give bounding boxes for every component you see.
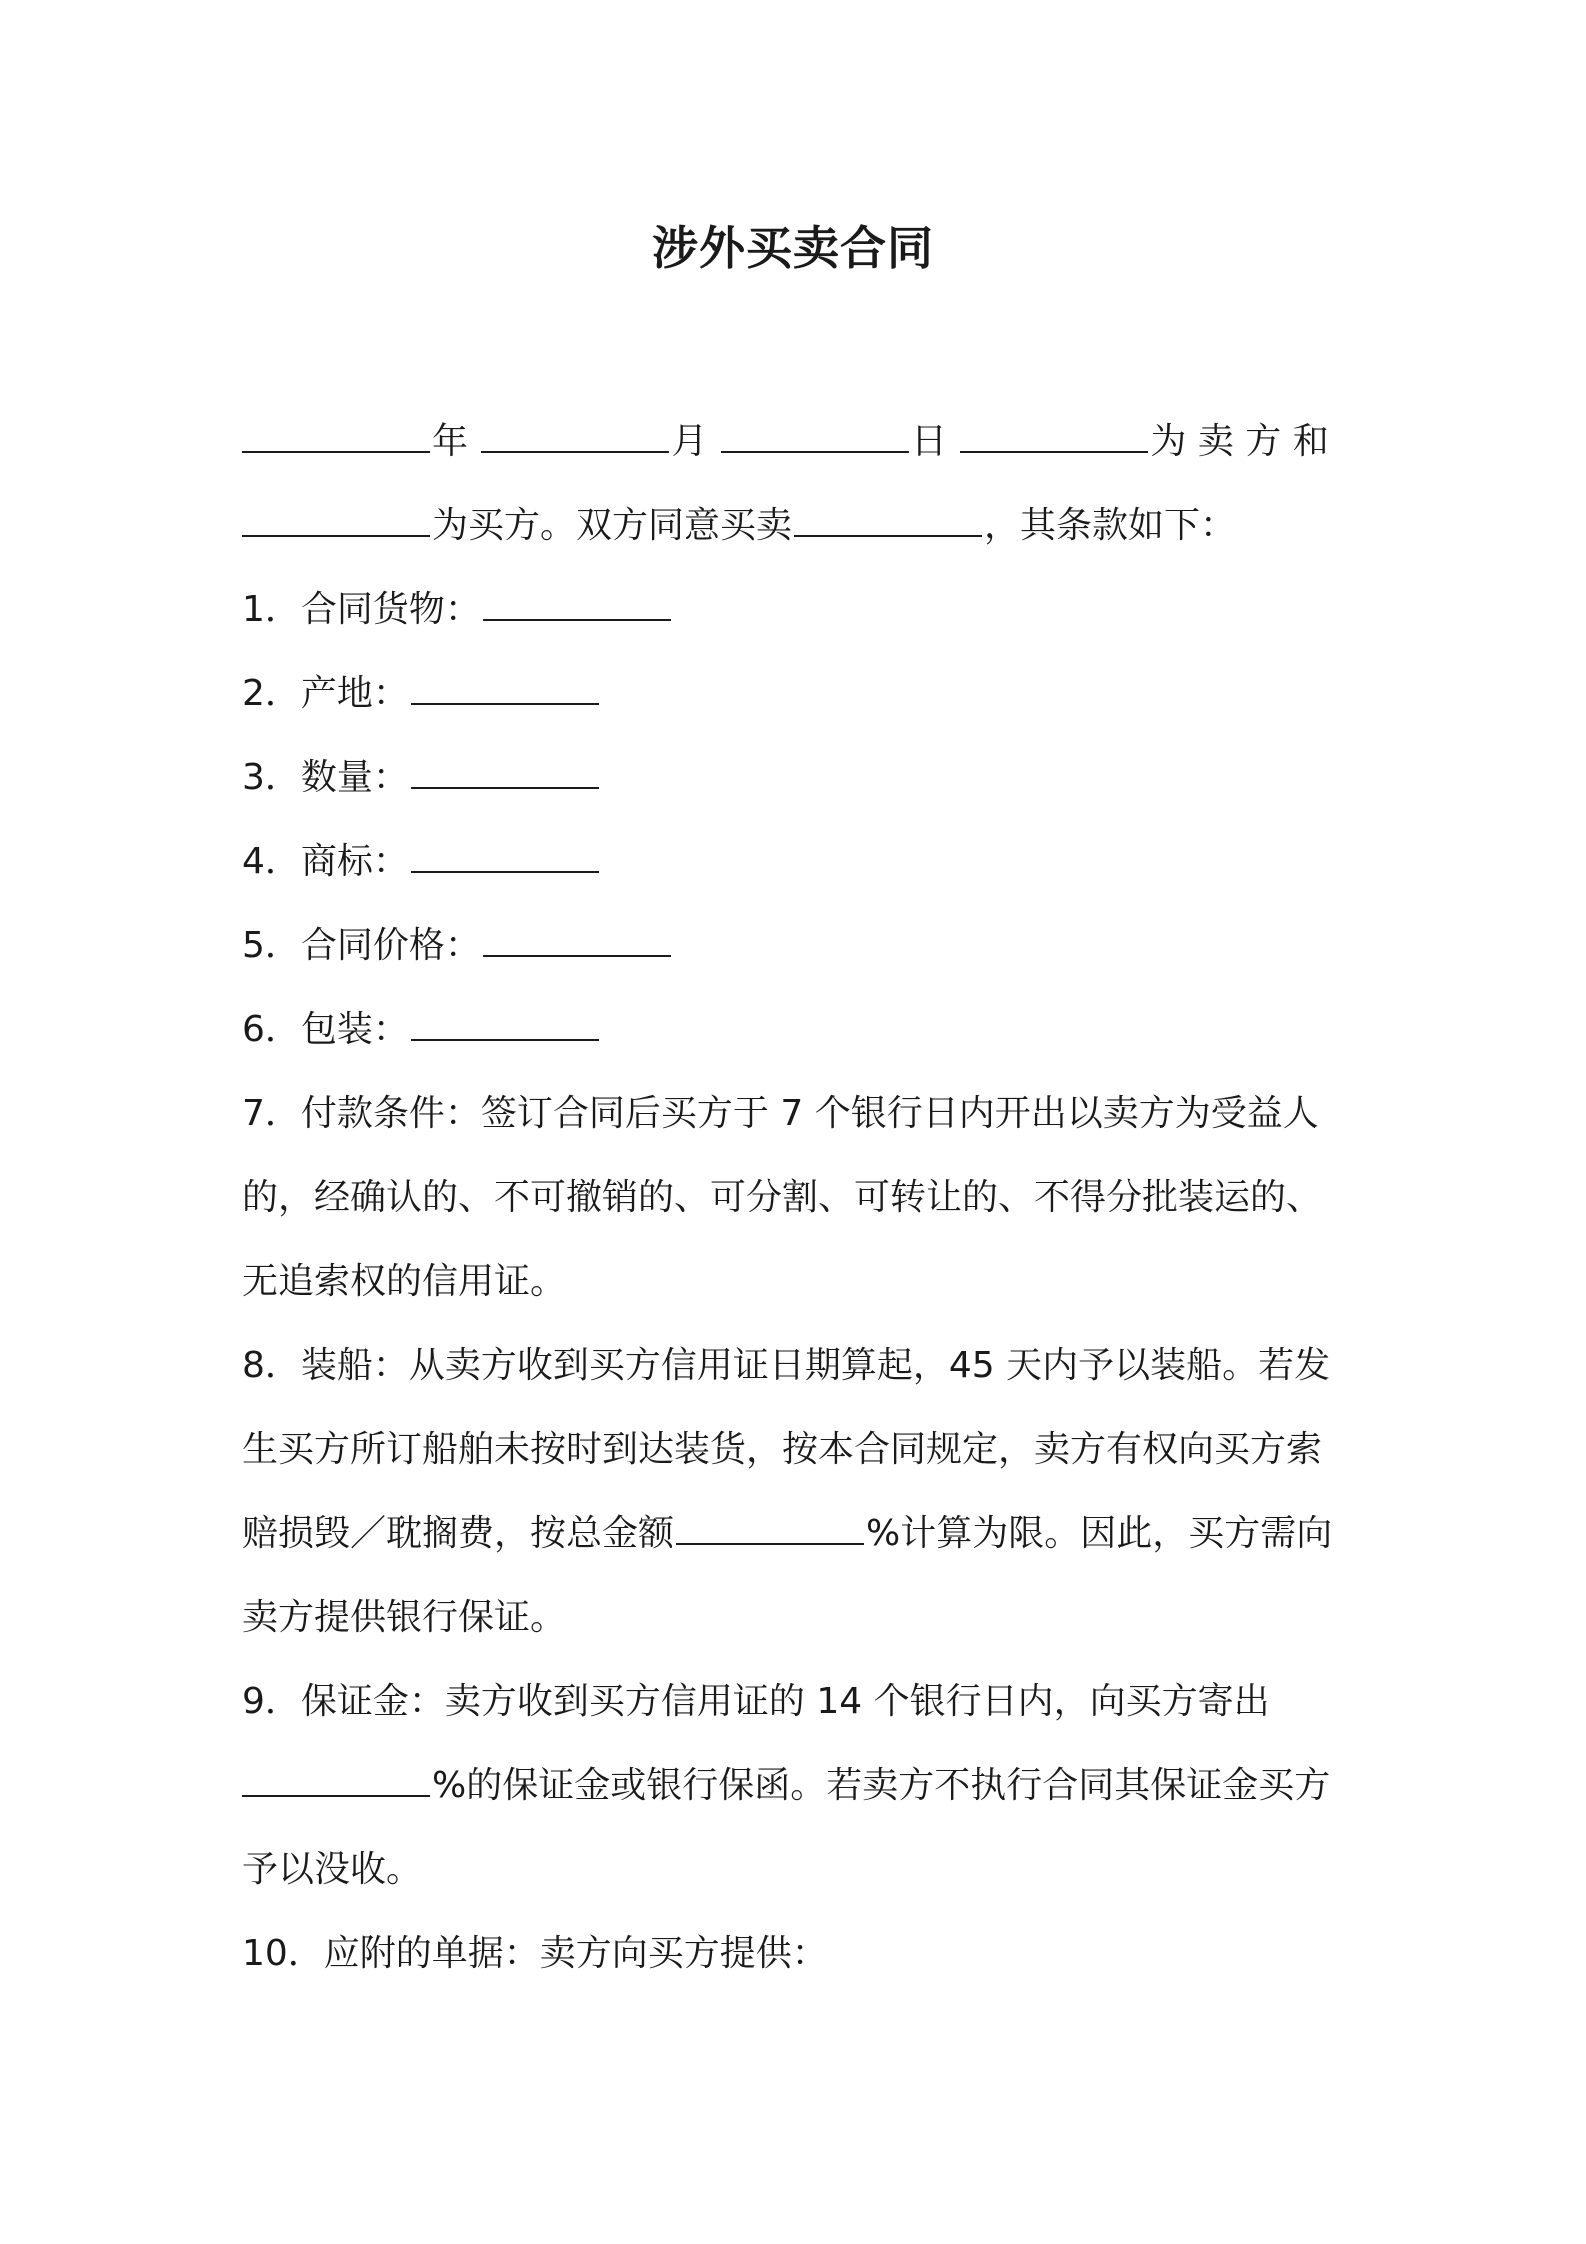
- clause-5-blank[interactable]: [483, 917, 671, 957]
- clause-5-label: 5．合同价格：: [242, 925, 481, 966]
- year-label: 年: [432, 421, 469, 462]
- clause-6-blank[interactable]: [411, 1001, 599, 1041]
- buyer-blank[interactable]: [242, 497, 430, 537]
- clause-3: [242, 736, 1352, 820]
- clause-6: [242, 988, 1352, 1072]
- clause-5: [242, 904, 1352, 988]
- contract-body: [242, 400, 1352, 1996]
- goods-blank[interactable]: [794, 497, 982, 537]
- day-blank[interactable]: [721, 413, 909, 453]
- clause-2: [242, 652, 1352, 736]
- clause-8-line-4: 卖方提供银行保证。: [242, 1597, 567, 1638]
- seller-label: 为 卖 方 和: [1150, 421, 1329, 462]
- clause-8-line-2: 生买方所订船舶未按时到达装货，按本合同规定，卖方有权向买方索: [242, 1429, 1323, 1470]
- clause-9-line-2-text: %的保证金或银行保函。若卖方不执行合同其保证金买方: [432, 1765, 1331, 1806]
- clause-2-blank[interactable]: [411, 665, 599, 705]
- clause-9-line-2: [242, 1744, 1352, 1828]
- clause-8-line-3: [242, 1492, 1352, 1576]
- day-label: 日: [910, 421, 947, 462]
- month-blank[interactable]: [481, 413, 669, 453]
- intro-tail: ，其条款如下：: [984, 505, 1237, 546]
- clause-10: 10．应附的单据：卖方向买方提供：: [242, 1933, 828, 1974]
- clause-9-line-1: 9．保证金：卖方收到买方信用证的 14 个银行日内，向买方寄出: [242, 1681, 1270, 1722]
- clause-2-label: 2．产地：: [242, 673, 409, 714]
- clause-4-label: 4．商标：: [242, 841, 409, 882]
- clause-8-line-3a: 赔损毁／耽搁费，按总金额: [242, 1513, 675, 1554]
- clause-8-line-3b: %计算为限。因此，买方需向: [866, 1513, 1333, 1554]
- intro-line-2: [242, 484, 1352, 568]
- clause-1-label: 1．合同货物：: [242, 589, 481, 630]
- year-blank[interactable]: [242, 413, 430, 453]
- clause-8-line-1: 8．装船：从卖方收到买方信用证日期算起，45 天内予以装船。若发: [242, 1345, 1331, 1386]
- clause-4-blank[interactable]: [411, 833, 599, 873]
- clause-9-percent-blank[interactable]: [242, 1757, 430, 1797]
- buyer-label: 为买方。双方同意买卖: [432, 505, 793, 546]
- month-label: 月: [671, 421, 708, 462]
- clause-9-line-3: 予以没收。: [242, 1849, 423, 1890]
- clause-6-label: 6．包装：: [242, 1009, 409, 1050]
- clause-7-line-2: 的，经确认的、不可撤销的、可分割、可转让的、不得分批装运的、: [242, 1177, 1323, 1218]
- clause-4: [242, 820, 1352, 904]
- clause-3-label: 3．数量：: [242, 757, 409, 798]
- clause-3-blank[interactable]: [411, 749, 599, 789]
- clause-7-line-3: 无追索权的信用证。: [242, 1261, 567, 1302]
- intro-line-1: [242, 400, 1352, 484]
- document-title: 涉外买卖合同: [652, 221, 934, 275]
- clause-1: [242, 568, 1352, 652]
- seller-blank[interactable]: [960, 413, 1148, 453]
- clause-1-blank[interactable]: [483, 581, 671, 621]
- clause-7-line-1: 7．付款条件：签订合同后买方于 7 个银行日内开出以卖方为受益人: [242, 1093, 1319, 1134]
- clause-8-percent-blank[interactable]: [676, 1505, 864, 1545]
